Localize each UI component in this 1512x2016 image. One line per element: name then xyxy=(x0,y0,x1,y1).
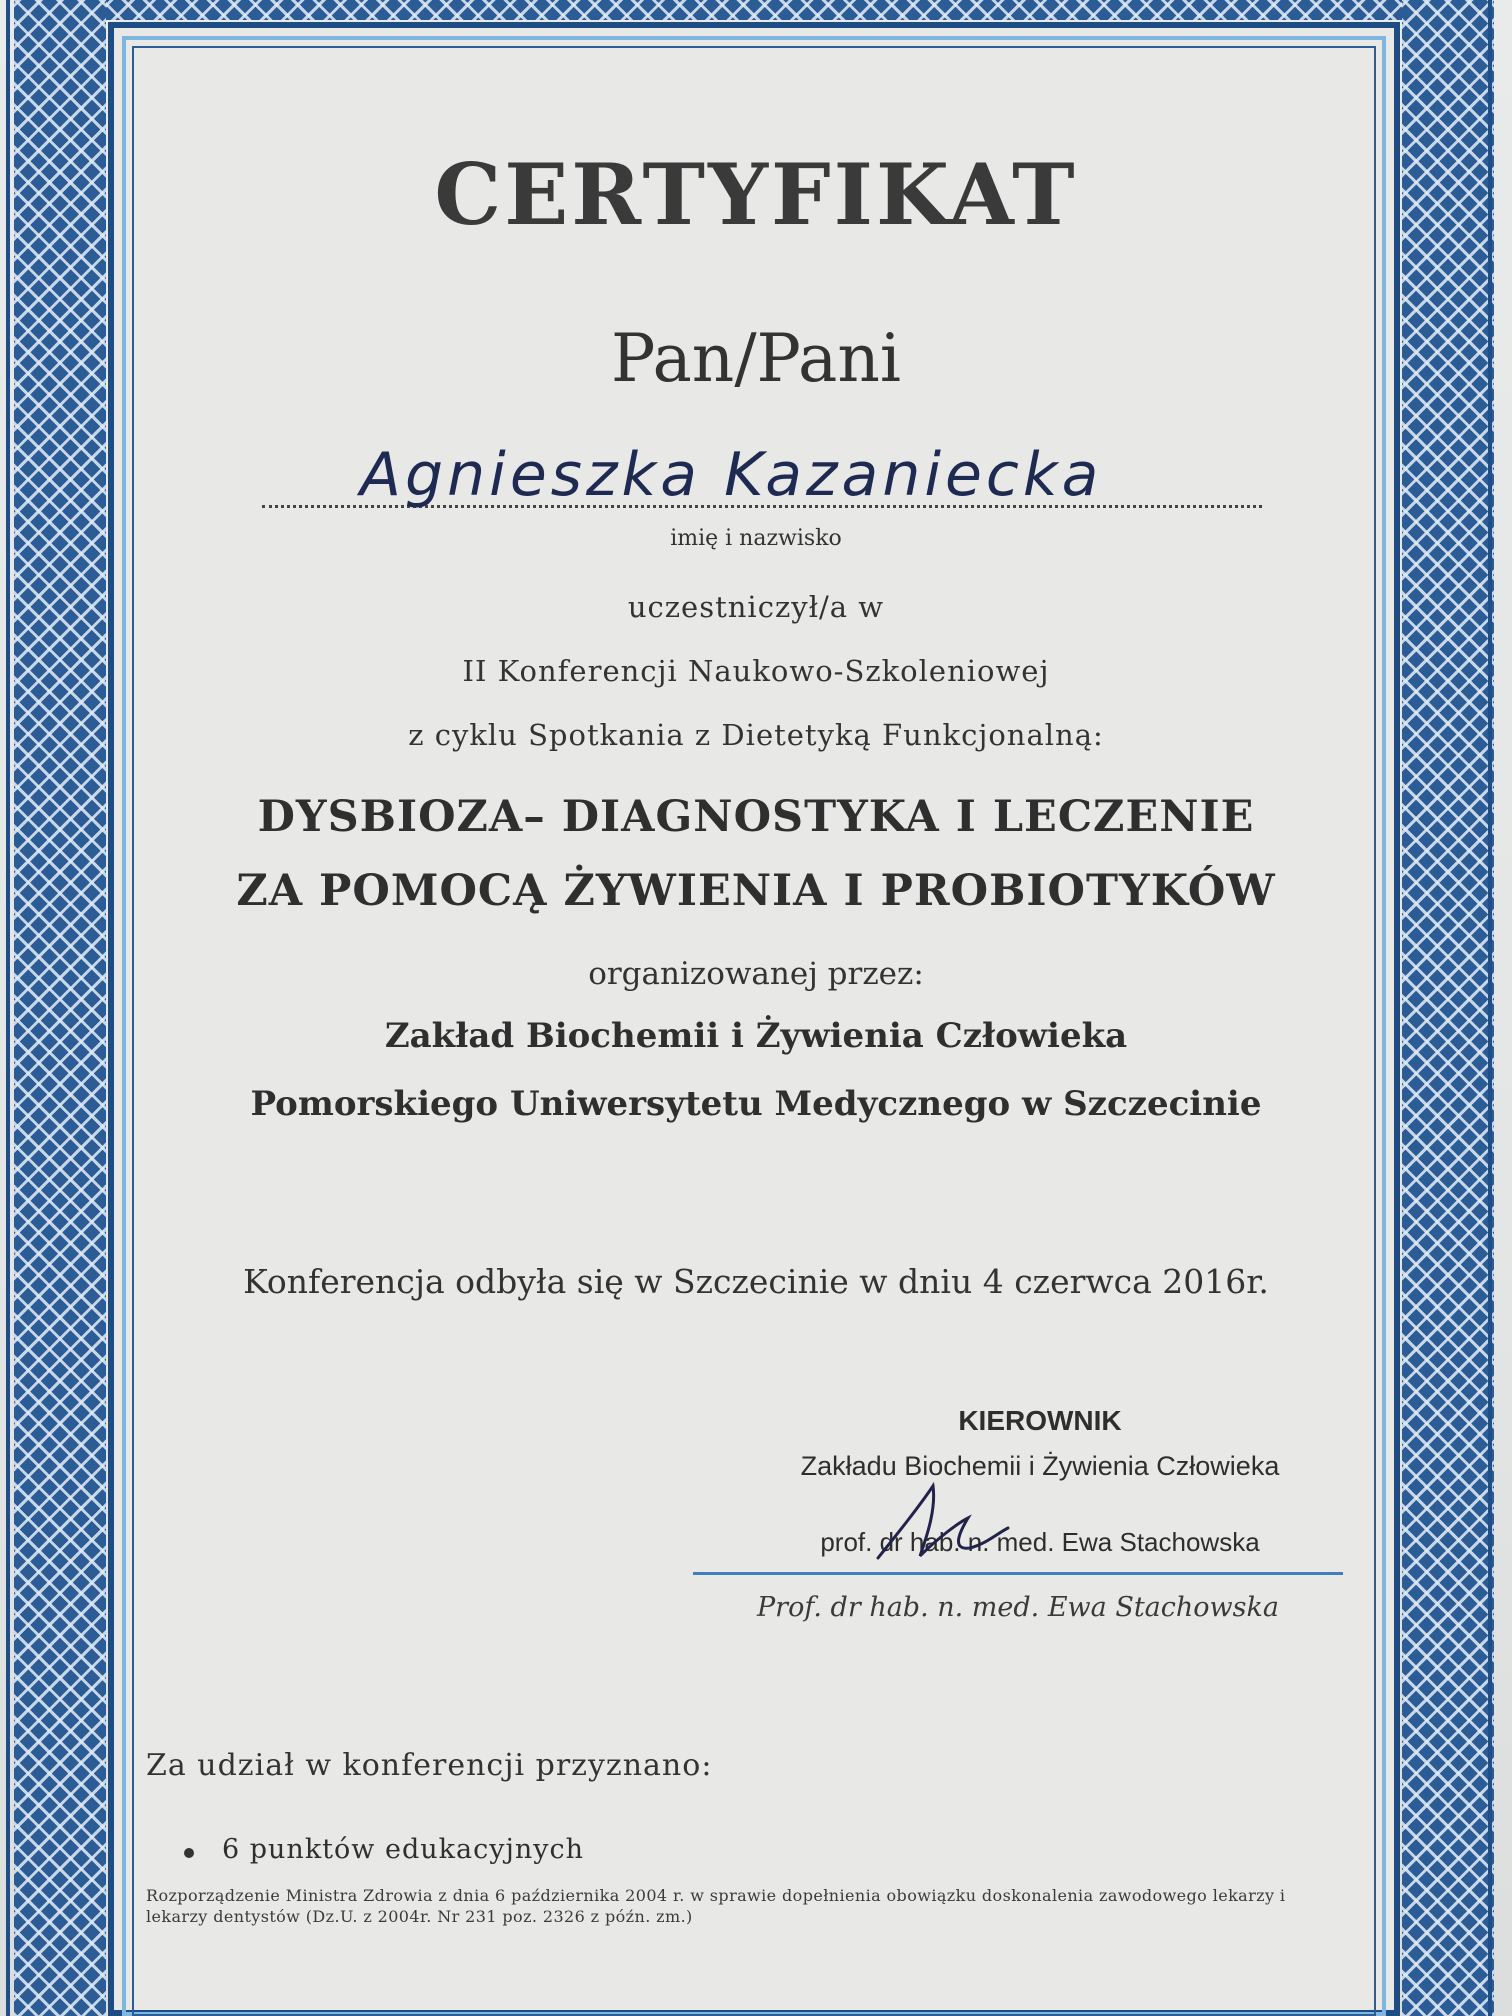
participant-name: Agnieszka Kazaniecka xyxy=(360,440,1103,510)
stamp-unit: Zakładu Biochemii i Żywienia Człowieka xyxy=(800,1451,1280,1481)
certificate-title: CERTYFIKAT xyxy=(434,145,1078,244)
signature-line xyxy=(693,1572,1343,1575)
topic-line-2: ZA POMOCĄ ŻYWIENIA I PROBIOTYKÓW xyxy=(236,866,1276,916)
award-item-text: 6 punktów edukacyjnych xyxy=(222,1834,584,1865)
legal-footnote: Rozporządzenie Ministra Zdrowia z dnia 6 października 2004 r. w sprawie dopełnienia obowiązku doskonalenia zawodowego lekarzy i lekarzy dentystów (Dz.U. z 2004r. Nr 231 poz. 2326 z późn. zm.) xyxy=(146,1886,1286,1926)
organizer-line-2: Pomorskiego Uniwersytetu Medycznego w Szczecinie xyxy=(250,1084,1262,1124)
participation-text: uczestniczył/a w xyxy=(627,590,885,624)
name-caption: imię i nazwisko xyxy=(670,526,842,551)
stamp-name: prof. dr hab. n. med. Ewa Stachowska xyxy=(820,1527,1260,1557)
event-name: II Konferencji Naukowo-Szkoleniowej xyxy=(462,654,1050,688)
organized-by: organizowanej przez: xyxy=(588,956,924,992)
stamp-title: KIEROWNIK xyxy=(958,1405,1122,1436)
event-series: z cyklu Spotkania z Dietetyką Funkcjonalną: xyxy=(408,718,1104,752)
award-intro: Za udział w konferencji przyznano: xyxy=(146,1748,713,1783)
bullet-icon xyxy=(184,1848,194,1858)
conference-date: Konferencja odbyła się w Szczecinie w dniu 4 czerwca 2016r. xyxy=(243,1262,1269,1301)
salutation: Pan/Pani xyxy=(611,320,901,397)
handwritten-signature xyxy=(858,1478,1018,1568)
signer-name: Prof. dr hab. n. med. Ewa Stachowska xyxy=(757,1592,1279,1623)
organizer-line-1: Zakład Biochemii i Żywienia Człowieka xyxy=(384,1016,1128,1056)
topic-line-1: DYSBIOZA– DIAGNOSTYKA I LECZENIE xyxy=(257,792,1255,842)
